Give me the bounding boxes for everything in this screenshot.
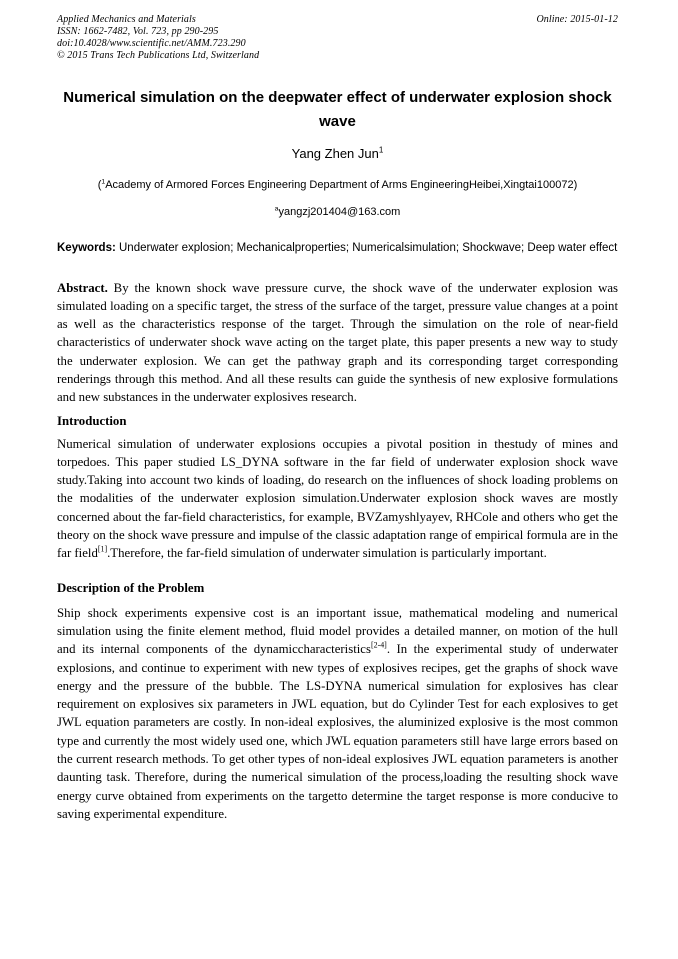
online-date: Online: 2015-01-12 (536, 14, 618, 25)
journal-doi: doi:10.4028/www.scientific.net/AMM.723.290 (57, 38, 246, 49)
author-email: $^a$yangzj201404@163.com (274, 205, 401, 218)
paper-title: Numerical simulation on the deepwater effect of underwater explosion shock wave (63, 89, 612, 130)
introduction-paragraph: Numerical simulation of underwater explosions occupies a pivotal position in thestudy of mines and torpedoes. This paper studied LS_DYNA software in the far field of underwater explosion shock wave study.Taking into account two kinds of loading, do research on the influences of shock loading problems on the modalities of the underwater explosion simulation.Underwater explosion shock waves are mostly concerned about the far-field characteristics, for example, BVZamyshlyayev, RHCole and others who get the theory on the shock wave pressure and impulse of the classic adaptation range of empirical formula are in the far field[1].Therefore, the far-field simulation of underwater simulation is particularly important. (57, 436, 618, 561)
section-heading-introduction: Introduction (57, 413, 127, 428)
author-affiliation: ($^1$Academy of Armored Forces Engineering Department of Arms EngineeringHeibei,Xingtai100072) (97, 178, 578, 191)
author-name: Yang Zhen Jun$^1$ (291, 145, 384, 161)
problem-description-paragraph: Ship shock experiments expensive cost is an important issue, mathematical modeling and numerical simulation using the finite element method, fluid model provides a detailed manner, on motion of the hull and its internal components of the dynamiccharacteristics[2-4]. In the experimental study of underwater explosions, and continue to experiment with new types of explosives recipes, get the graphs of shock wave energy and the pressure of the bubble. The LS-DYNA numerical simulation for explosives has clear requirement on explosives six parameters in JWL equation, but do Cylinder Test for each explosives to get JWL equation parameters are costly. In non-ideal explosives, the aluminized explosive is the most common type and currently the most widely used one, which JWL equation parameters still have large errors based on the current research methods. To get other types of non-ideal explosives JWL equation parameters is another daunting task. Therefore, during the numerical simulation of the process,loading the resulting shock wave energy curve obtained from experiments on the targetto determine the target response is more conducive to saving experimental expenditure. (57, 605, 619, 821)
journal-name: Applied Mechanics and Materials (57, 14, 196, 25)
journal-copyright: © 2015 Trans Tech Publications Ltd, Switzerland (57, 50, 260, 61)
section-heading-problem-description: Description of the Problem (57, 580, 205, 595)
keywords-line: Keywords: Underwater explosion; Mechanicalproperties; Numericalsimulation; Shockwave; Deep water effect (57, 242, 618, 254)
journal-issn-volume: ISSN: 1662-7482, Vol. 723, pp 290-295 (57, 26, 219, 37)
abstract-paragraph: Abstract. By the known shock wave pressure curve, the shock wave of the underwater explosion was simulated loading on a specific target, the stress of the surface of the target, pressure value changes at a point as well as the characteristics response of the target. Through the simulation on the role of near-field characteristics of underwater shock wave acting on the target plate, this paper presents a new way to study the underwater explosion. We can get the pathway graph and its corresponding target corresponding renderings through this method. And all these results can guide the synthesis of new explosive formulations and new substances in the underwater explosives research. (57, 280, 618, 405)
journal-header (57, 14, 618, 62)
